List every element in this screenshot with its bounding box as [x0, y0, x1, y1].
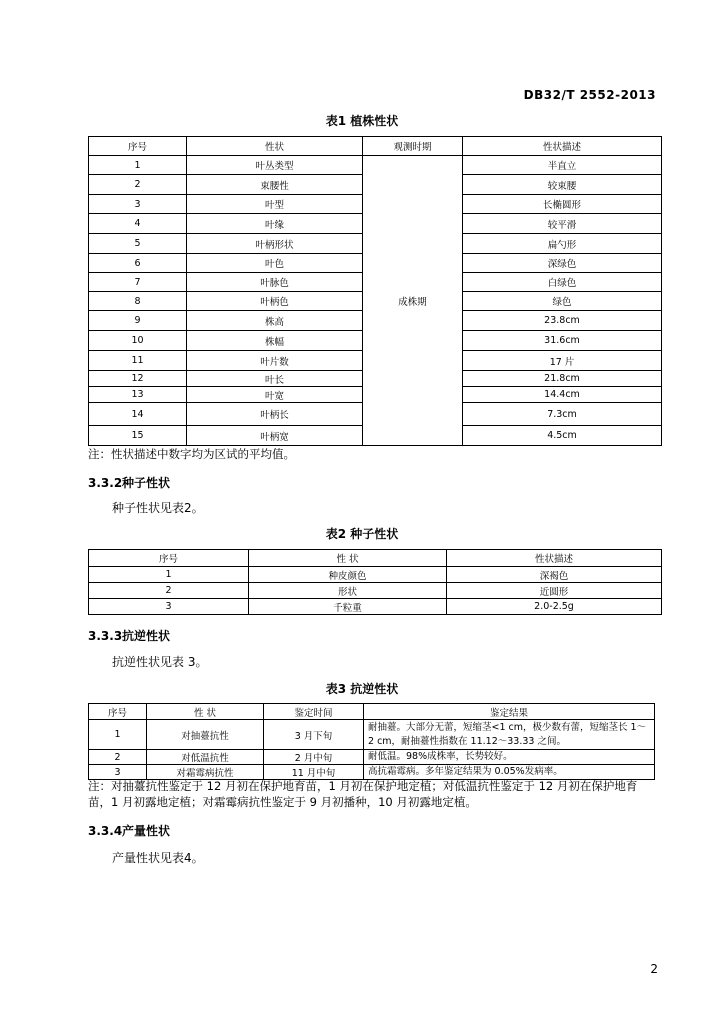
table2-caption: 表2 种子性状: [325, 527, 399, 541]
column-header: 观测时期: [363, 137, 463, 156]
assessment-time: 11 月中旬: [264, 765, 364, 780]
row-number: 10: [89, 331, 187, 351]
trait-description: 半直立: [463, 156, 662, 175]
table-row: [89, 599, 662, 615]
trait-description: 扁勺形: [463, 234, 662, 254]
row-number: 9: [89, 311, 187, 331]
trait-name: 叶色: [187, 254, 363, 273]
table3-caption: 表3 抗逆性状: [325, 682, 399, 696]
row-number: 2: [89, 750, 147, 765]
trait-description: 2.0-2.5g: [447, 599, 662, 615]
table2: [88, 549, 662, 615]
trait-name: 叶缘: [187, 214, 363, 234]
table-row: [89, 156, 662, 175]
section-3-3-4-text: 产量性状见表4。: [112, 851, 204, 865]
assessment-result: [364, 720, 655, 750]
section-title: 产量性状: [122, 824, 171, 838]
trait-description: 较束腰: [463, 175, 662, 195]
trait-name: 对抽薹抗性: [147, 720, 264, 750]
row-number: 11: [89, 351, 187, 371]
trait-name: 束腰性: [187, 175, 363, 195]
trait-name: 对霜霉病抗性: [147, 765, 264, 780]
trait-name: 叶宽: [187, 387, 363, 403]
row-number: 15: [89, 426, 187, 446]
assessment-result: [364, 750, 655, 765]
trait-description: 4.5cm: [463, 426, 662, 446]
table1: [88, 136, 662, 446]
column-header: 序号: [89, 550, 249, 567]
column-header: 性状描述: [463, 137, 662, 156]
document-code: DB32/T 2552-2013: [523, 88, 656, 102]
trait-name: 形状: [249, 583, 447, 599]
trait-description: 绿色: [463, 292, 662, 311]
row-number: 3: [89, 195, 187, 214]
table-row: [89, 567, 662, 583]
section-3-3-3-heading: [88, 627, 170, 644]
table3-note: 注：对抽薹抗性鉴定于 12 月初在保护地育苗，1 月初在保护地定植；对低温抗性鉴定于 12 月初在保护地育苗，1 月初露地定植；对霜霉病抗性鉴定于 9 月初播种，10 月初露地定植。: [88, 779, 638, 809]
column-header: 鉴定结果: [364, 704, 655, 720]
table1-caption: 表1 植株性状: [325, 114, 399, 128]
trait-description: 31.6cm: [463, 331, 662, 351]
result-line: 2 cm，耐抽薹性指数在 11.12～33.33 之间。: [368, 735, 566, 747]
trait-description: 23.8cm: [463, 311, 662, 331]
trait-name: 叶柄长: [187, 403, 363, 426]
trait-name: 叶丛类型: [187, 156, 363, 175]
row-number: 13: [89, 387, 187, 403]
table-row: [89, 583, 662, 599]
assessment-time: 3 月下旬: [264, 720, 364, 750]
page-number: 2: [650, 962, 658, 976]
column-header: 鉴定时间: [264, 704, 364, 720]
trait-name: 叶长: [187, 371, 363, 387]
row-number: 2: [89, 175, 187, 195]
assessment-time: 2 月中旬: [264, 750, 364, 765]
section-number: 3.3.4: [88, 824, 123, 838]
column-header: 性状描述: [447, 550, 662, 567]
section-3-3-2-heading: [88, 474, 170, 491]
column-header: 序号: [89, 704, 147, 720]
section-number: 3.3.2: [88, 476, 123, 490]
observation-period: 成株期: [363, 156, 463, 446]
table1-note: 注：性状描述中数字均为区试的平均值。: [88, 447, 295, 461]
column-header: 性 状: [147, 704, 264, 720]
section-title: 种子性状: [122, 476, 171, 490]
row-number: 2: [89, 583, 249, 599]
trait-description: 7.3cm: [463, 403, 662, 426]
section-3-3-4-heading: [88, 822, 170, 839]
trait-description: 白绿色: [463, 273, 662, 292]
trait-name: 叶型: [187, 195, 363, 214]
trait-name: 千粒重: [249, 599, 447, 615]
column-header: 序号: [89, 137, 187, 156]
trait-name: 叶柄宽: [187, 426, 363, 446]
table-header-row: [89, 137, 662, 156]
row-number: 3: [89, 765, 147, 780]
result-line: 耐抽薹。大部分无蕾，短缩茎<1 cm，极少数有蕾，短缩茎长 1～: [368, 721, 647, 733]
column-header: 性 状: [249, 550, 447, 567]
column-header: 性状: [187, 137, 363, 156]
table-row: [89, 750, 655, 765]
row-number: 14: [89, 403, 187, 426]
trait-description: 较平滑: [463, 214, 662, 234]
trait-name: 株高: [187, 311, 363, 331]
table-header-row: [89, 704, 655, 720]
trait-description: 深绿色: [463, 254, 662, 273]
trait-name: 叶片数: [187, 351, 363, 371]
result-line: 耐低温。98%成株率，长势较好。: [368, 751, 513, 762]
trait-description: 近圆形: [447, 583, 662, 599]
section-number: 3.3.3: [88, 629, 123, 643]
section-3-3-2-text: 种子性状见表2。: [112, 501, 204, 515]
trait-name: 叶柄形状: [187, 234, 363, 254]
section-3-3-3-text: 抗逆性状见表 3。: [112, 655, 208, 669]
trait-name: 株幅: [187, 331, 363, 351]
table-header-row: [89, 550, 662, 567]
trait-description: 深褐色: [447, 567, 662, 583]
trait-name: 对低温抗性: [147, 750, 264, 765]
trait-name: 叶脉色: [187, 273, 363, 292]
row-number: 1: [89, 567, 249, 583]
section-title: 抗逆性状: [122, 629, 171, 643]
row-number: 1: [89, 720, 147, 750]
table-row: [89, 720, 655, 750]
row-number: 4: [89, 214, 187, 234]
row-number: 6: [89, 254, 187, 273]
trait-description: 长椭圆形: [463, 195, 662, 214]
trait-name: 种皮颜色: [249, 567, 447, 583]
row-number: 5: [89, 234, 187, 254]
trait-description: 17 片: [463, 351, 662, 371]
result-line: 高抗霜霉病。多年鉴定结果为 0.05%发病率。: [368, 766, 563, 777]
table3: [88, 703, 655, 780]
trait-description: 21.8cm: [463, 371, 662, 387]
trait-name: 叶柄色: [187, 292, 363, 311]
row-number: 3: [89, 599, 249, 615]
row-number: 8: [89, 292, 187, 311]
row-number: 12: [89, 371, 187, 387]
trait-description: 14.4cm: [463, 387, 662, 403]
row-number: 1: [89, 156, 187, 175]
row-number: 7: [89, 273, 187, 292]
